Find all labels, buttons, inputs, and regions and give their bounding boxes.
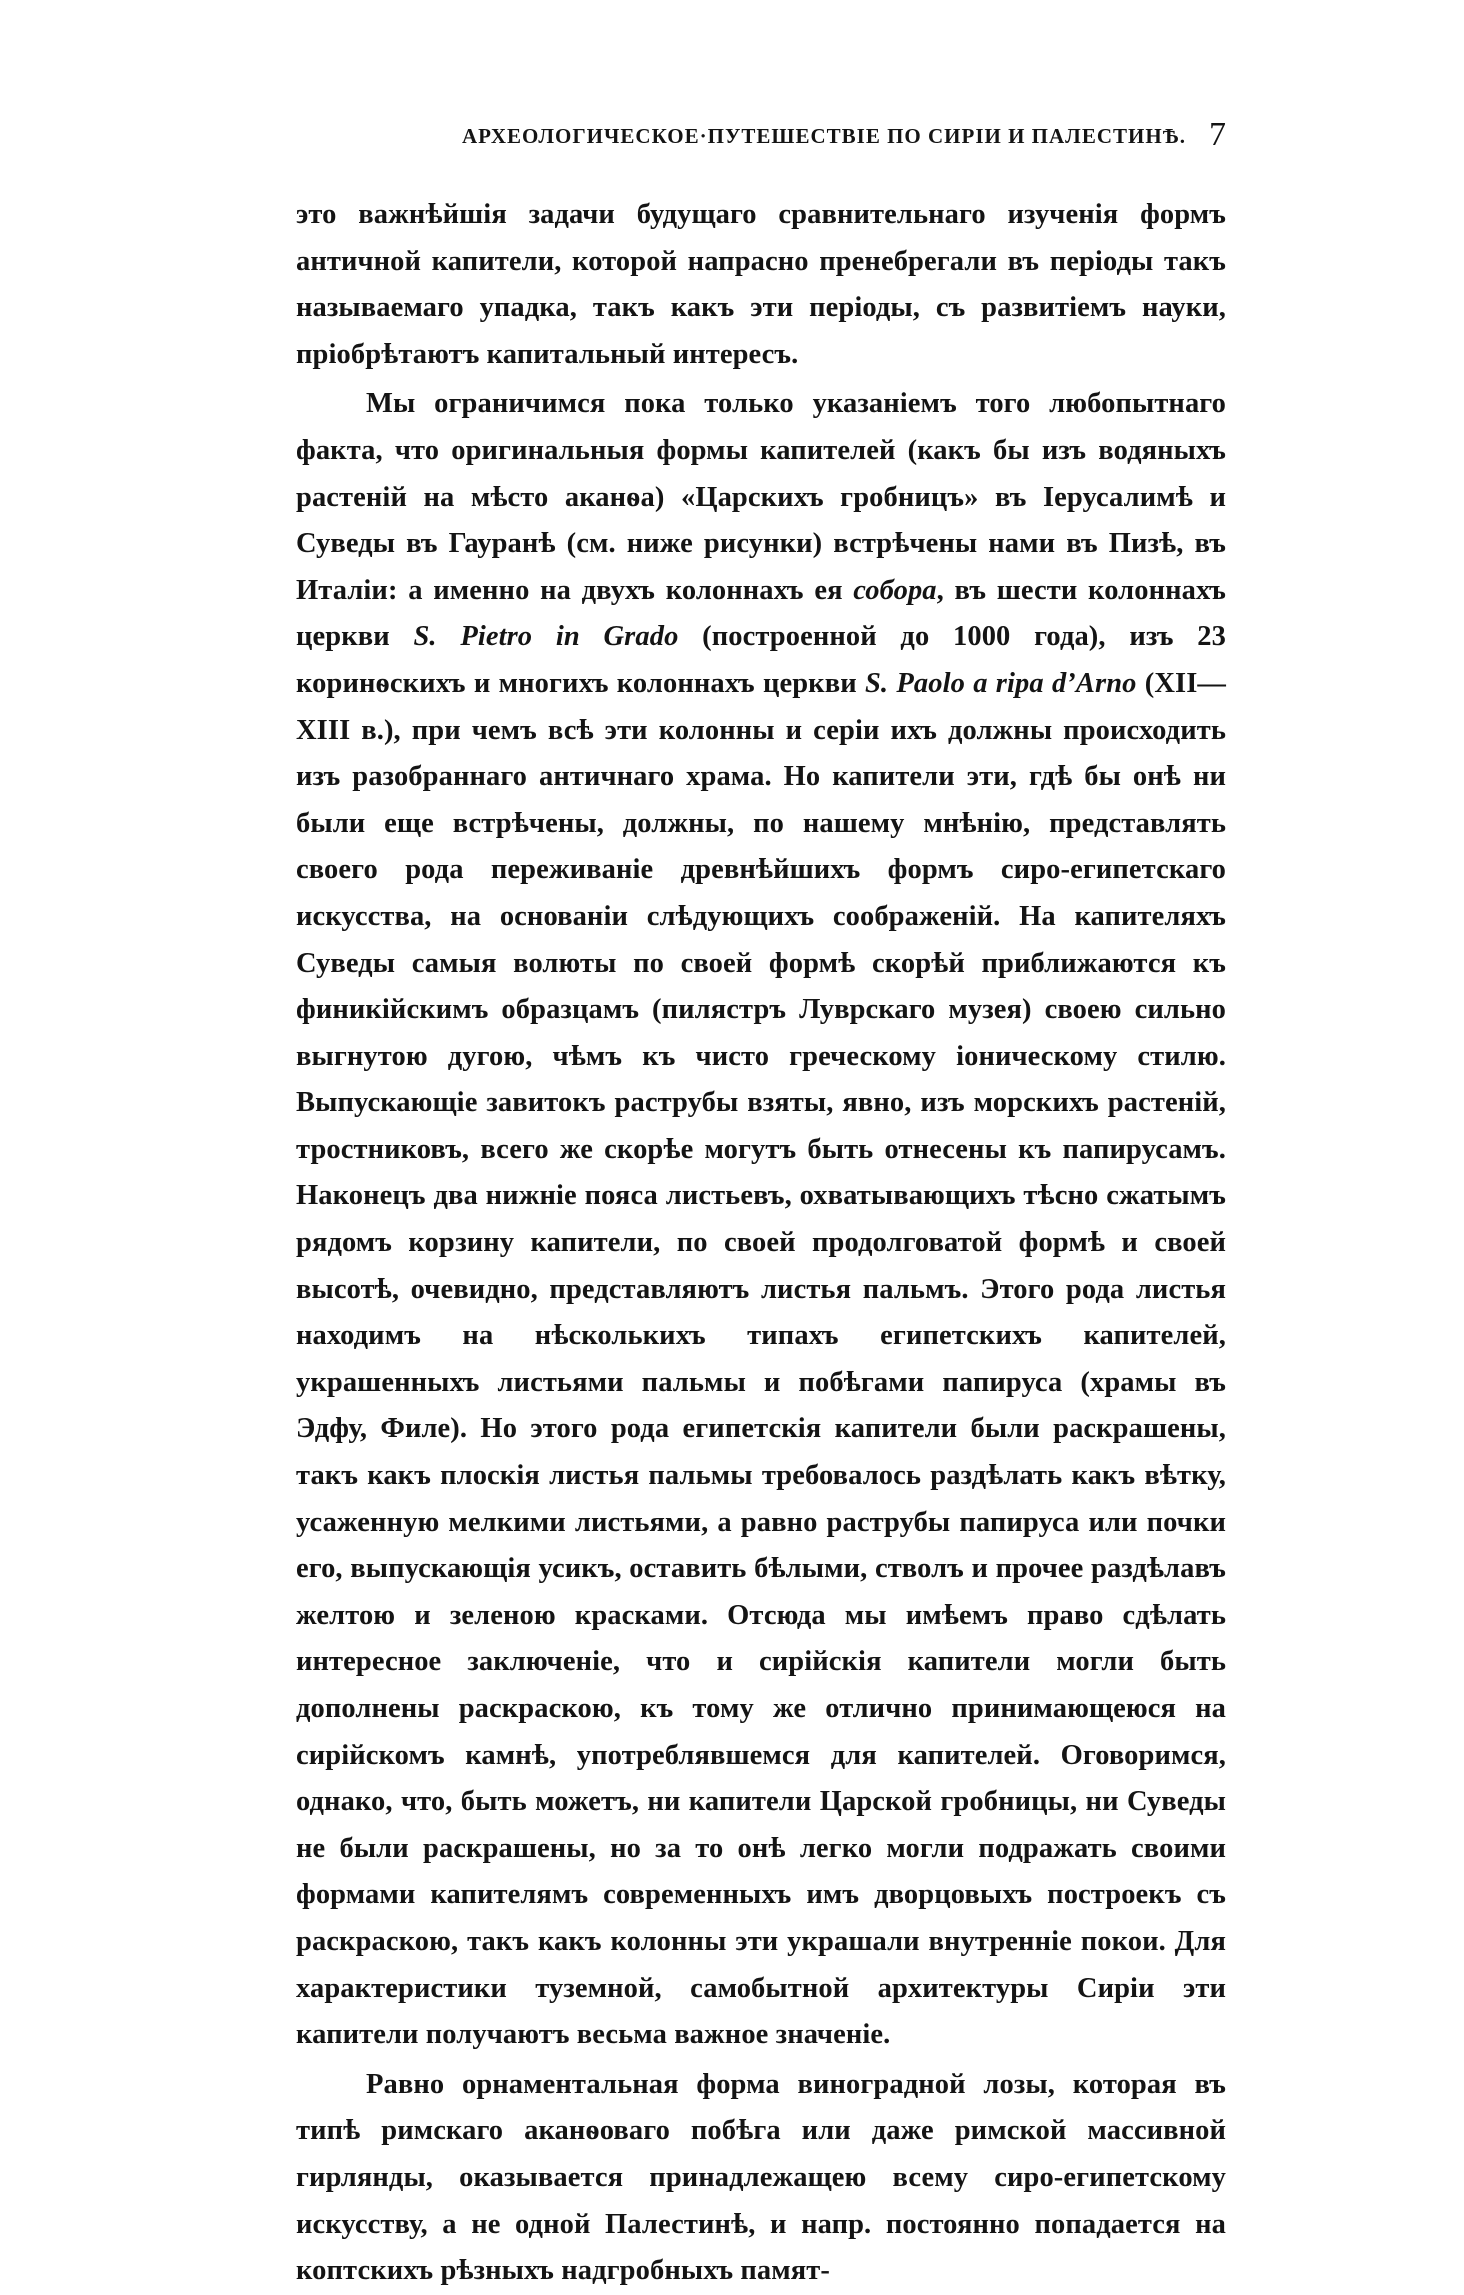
italic-term-s-paolo-a-ripa-darno: S. Paolo a ripa d’Arno — [864, 667, 1137, 699]
italic-term-sobora: собора — [853, 574, 937, 606]
running-head: АРХЕОЛОГИЧЕСКОЕ·ПУТЕШЕСТВІЕ ПО СИРІИ И ПАЛЕСТИНѢ. — [462, 124, 1186, 148]
italic-term-s-pietro-in-grado: S. Pietro in Grado — [413, 621, 679, 653]
paragraph-text: Мы ограничимся пока только указаніемъ того любопытнаго факта, что оригинальныя формы капителей (какъ бы изъ водяныхъ растеній на мѣсто аканѳа) «Царскихъ гробницъ» въ Іерусалимѣ и Суведы въ Гауранѣ (см. ниже рисунки) встрѣчены нами въ Пизѣ, въ Италіи: а именно на двухъ колоннахъ ея — [296, 388, 1226, 606]
paragraph-text: это важнѣйшія задачи будущаго сравнительнаго изученія формъ античной капители, которой напрасно пренебрегали въ періоды такъ называемаго упадка, такъ какъ эти періоды, съ развитіемъ науки, пріобрѣтаютъ капитальный интересъ. — [296, 199, 1226, 370]
paragraph-text: (построенной до 1000 года), изъ 23 коринѳскихъ и многихъ колоннахъ церкви — [296, 621, 1227, 699]
paragraph-text: Равно орнаментальная форма виноградной лозы, которая въ типѣ римскаго аканѳоваго побѣга или даже римской массивной гирлянды, оказывается принадлежащею всему сиро-египетскому искусству, а не одной Палестинѣ, и напр. постоянно попадается на коптскихъ рѣзныхъ надгробныхъ памят- — [296, 2068, 1226, 2287]
paragraph-text: (XII—XIII в.), при чемъ всѣ эти колонны и серіи ихъ должны происходить изъ разобраннаго античнаго храма. Но капители эти, гдѣ бы онѣ ни были еще встрѣчены, должны, по нашему мнѣнію, представлять своего рода переживаніе древнѣйшихъ формъ сиро-египетскаго искусства, на основаніи слѣдующихъ соображеній. На капителяхъ Суведы самыя волюты по своей формѣ скорѣй приближаются къ финикійскимъ образцамъ (пилястръ Луврскаго музея) своею сильно выгнутою дугою, чѣмъ къ чисто греческому іоническому стилю. Выпускающіе завитокъ раструбы взяты, явно, изъ морскихъ растеній, тростниковъ, всего же скорѣе могутъ быть отнесены къ папирусамъ. Наконецъ два нижніе пояса листьевъ, охватывающихъ тѣсно сжатымъ рядомъ корзину капители, по своей продолговатой формѣ и своей высотѣ, очевидно, представляютъ листья пальмъ. Этого рода листья находимъ на нѣсколькихъ типахъ египетскихъ капителей, украшенныхъ листьями пальмы и побѣгами папируса (храмы въ Эдфу, Филе). Но этого рода египетскія капители были раскрашены, такъ какъ плоскія листья пальмы требовалось раздѣлать какъ вѣтку, усаженную мелкими листьями, а равно раструбы папируса или почки его, выпускающія усикъ, оставить бѣлыми, стволъ и прочее раздѣлавъ желтою и зеленою красками. Отсюда мы имѣемъ право сдѣлать интересное заключеніе, что и сирійскія капители могли быть дополнены раскраскою, къ тому же отлично принимающеюся на сирійскомъ камнѣ, употреблявшемся для капителей. Оговоримся, однако, что, быть можетъ, ни капители Царской гробницы, ни Суведы не были раскрашены, но за то онѣ легко могли подражать своими формами капителямъ современныхъ имъ дворцовыхъ построекъ съ раскраскою, такъ какъ колонны эти украшали внутренніе покои. Для характеристики туземной, самобытной архитектуры Сиріи эти капители получаютъ весьма важное значеніе. — [296, 667, 1226, 2051]
page-number: 7 — [1209, 116, 1226, 153]
paragraph-1 — [296, 192, 1226, 378]
paragraph-3 — [296, 2062, 1226, 2295]
book-page — [296, 116, 1227, 2287]
body-text — [296, 192, 1226, 2295]
page-header — [296, 118, 1226, 164]
paragraph-2 — [296, 381, 1226, 2058]
paragraph-text: , въ шести колоннахъ церкви — [296, 574, 1226, 653]
